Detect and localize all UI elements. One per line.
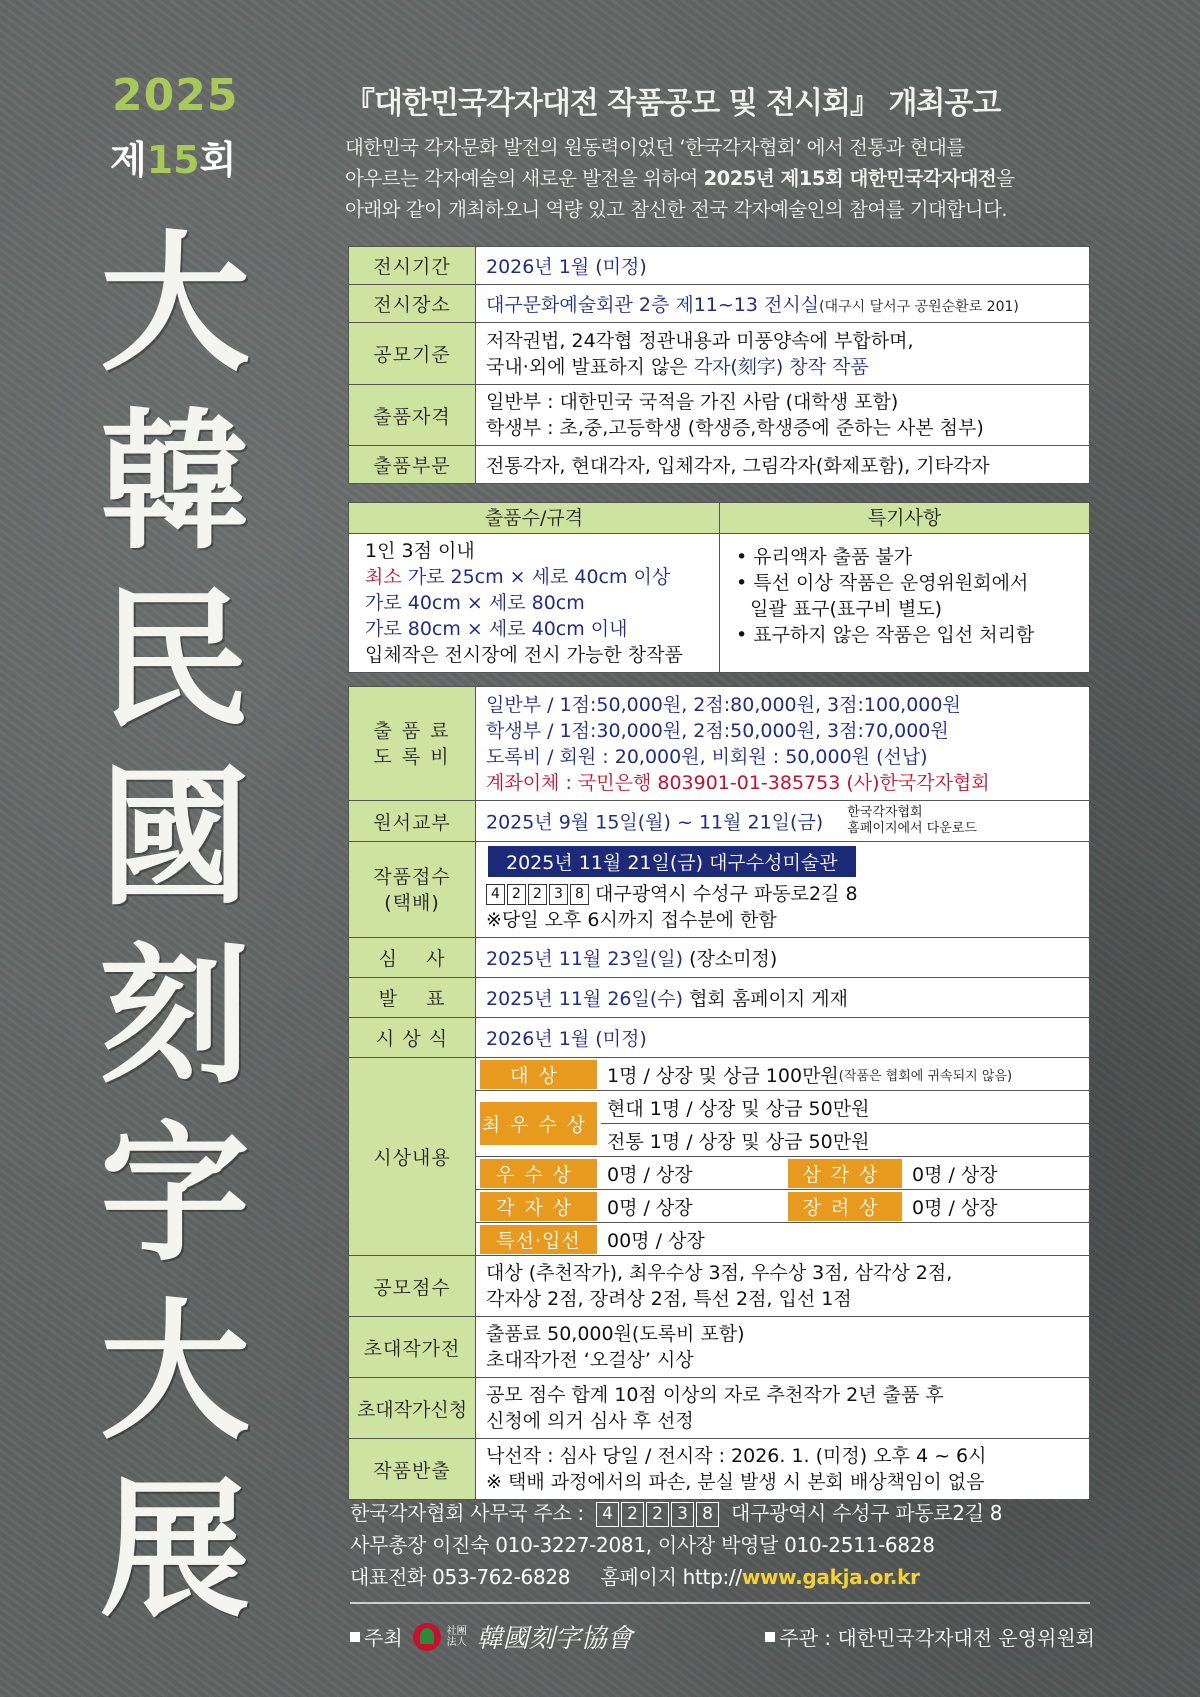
spec-size-list: 1인 3점 이내 최소 가로 25cm × 세로 40cm 이상 가로 40cm × 세로 80cm 가로 80cm × 세로 40cm 이내 입체작은 전시장에 전시 가능한 창작품 bbox=[349, 534, 720, 673]
award-top-modern: 현대 1명 / 상장 및 상금 50만원 bbox=[601, 1091, 1089, 1124]
awards bbox=[476, 1058, 1090, 1256]
square-bullet-icon bbox=[765, 1632, 775, 1642]
homepage-link[interactable]: www.gakja.or.kr bbox=[741, 1565, 920, 1589]
fees: 일반부 / 1점:50,000원, 2점:80,000원, 3점:100,000원 학생부 / 1점:30,000원, 2점:50,000원, 3점:70,000원 도록비 / 회원 : 20,000원, 비회원 : 50,000원 (선납) 계좌이체 : 국민은행 803901-01-385753 (사)한국각자협회 bbox=[476, 687, 1090, 801]
venue-label: 전시장소 bbox=[349, 285, 476, 323]
award-tag-top: 최우수상 bbox=[476, 1091, 601, 1157]
spec-header-left: 출품수/규격 bbox=[349, 503, 720, 534]
points: 대상 (추천작가), 최우수상 3점, 우수상 3점, 삼각상 2점, 각자상 2점, 장려상 2점, 특선 2점, 입선 1점 bbox=[476, 1256, 1090, 1317]
office-address: 한국각자협회 사무국 주소 : 4 2 2 3 8 대구광역시 수성구 파동로2길 8 bbox=[350, 1501, 1003, 1525]
title-char: 展 bbox=[99, 1462, 250, 1638]
award-tag-excellent: 우수상 bbox=[476, 1157, 601, 1190]
postal-code-boxes: 4 2 2 3 8 bbox=[596, 1502, 719, 1527]
return-label: 작품반출 bbox=[349, 1439, 476, 1500]
host-label: 주최 bbox=[364, 1626, 403, 1650]
points-label: 공모점수 bbox=[349, 1256, 476, 1317]
event-edition bbox=[70, 70, 320, 184]
apply-label: 초대작가신청 bbox=[349, 1378, 476, 1439]
exhibit-period-label: 전시기간 bbox=[349, 247, 476, 285]
exhibition-info-table bbox=[348, 246, 1090, 484]
fee-label: 출 품 료 도 록 비 bbox=[349, 687, 476, 801]
phone-and-homepage: 대표전화 053-762-6828 홈페이지 http://www.gakja.or.kr bbox=[350, 1565, 920, 1589]
award-encourage: 0명 / 상장 bbox=[906, 1190, 1089, 1223]
contacts: 사무총장 이진숙 010-3227-2081, 이사장 박영달 010-2511-6828 bbox=[350, 1533, 935, 1557]
title-char: 刻 bbox=[99, 928, 250, 1104]
contact-info bbox=[350, 1497, 1100, 1593]
announcement-title: 『대한민국각자대전 작품공모 및 전시회』 개최공고 bbox=[345, 86, 1001, 121]
eligibility-label: 출품자격 bbox=[349, 385, 476, 446]
title-char: 民 bbox=[99, 572, 250, 748]
organizer: 주관 : 대한민국각자대전 운영위원회 bbox=[779, 1626, 1095, 1650]
spec-header-right: 특기사항 bbox=[720, 503, 1090, 534]
postal-code-boxes: 4 2 2 3 8 bbox=[486, 884, 589, 905]
criteria: 저작권법, 24각협 정관내용과 미풍양속에 부합하며, 국내·외에 발표하지 않은 각자(刻字) 창작 작품 bbox=[476, 323, 1090, 385]
receipt-label: 작품접수 (택배) bbox=[349, 842, 476, 938]
receipt-date-bar: 2025년 11월 21일(금) 대구수성미술관 bbox=[488, 846, 856, 877]
receipt: 2025년 11월 21일(금) 대구수성미술관 4 2 2 3 8 대구광역시 수성구 파동로2길 8 ※당일 오후 6시까지 접수분에 한함 bbox=[476, 842, 1090, 938]
exhibit-period: 2026년 1월 (미정) bbox=[476, 247, 1090, 285]
host-name: 韓國刻字協會 bbox=[476, 1624, 633, 1654]
announcement-header bbox=[345, 78, 1087, 225]
ceremony-label: 시 상 식 bbox=[349, 1018, 476, 1058]
apply: 공모 점수 합계 10점 이상의 자로 추천작가 2년 출품 후 신청에 의거 심사 후 선정 bbox=[476, 1378, 1090, 1439]
judge-date: 2025년 11월 23일(일) (장소미정) bbox=[476, 938, 1090, 978]
ceremony-date: 2026년 1월 (미정) bbox=[476, 1018, 1090, 1058]
award-excellent: 0명 / 상장 bbox=[601, 1157, 784, 1190]
event-year: 2025 bbox=[112, 70, 239, 121]
event-edition-number: 제15회 bbox=[110, 138, 237, 182]
title-char: 大 bbox=[99, 216, 250, 392]
square-bullet-icon bbox=[350, 1632, 360, 1642]
form-period: 2025년 9월 15일(월) ~ 11월 21일(금) 한국각자협회 홈페이지에서 다운로드 bbox=[476, 801, 1090, 842]
award-tag-encourage: 장려상 bbox=[784, 1190, 906, 1223]
sponsors bbox=[350, 1618, 1095, 1655]
schedule-table bbox=[348, 686, 1090, 1500]
title-char: 國 bbox=[99, 750, 250, 926]
association-logo-icon bbox=[413, 1623, 441, 1651]
host-small-text: 社團法人 bbox=[446, 1625, 467, 1648]
award-samgak: 0명 / 상장 bbox=[906, 1157, 1089, 1190]
awards-label: 시상내용 bbox=[349, 1058, 476, 1256]
award-tag-special: 특선·입선 bbox=[476, 1223, 601, 1255]
award-grand: 1명 / 상장 및 상금 100만원 (작품은 협회에 귀속되지 않음) bbox=[601, 1058, 1089, 1091]
calligraphy-title bbox=[70, 215, 280, 1639]
award-tag-gakja: 각자상 bbox=[476, 1190, 601, 1223]
category-label: 출품부문 bbox=[349, 446, 476, 484]
category: 전통각자, 현대각자, 입체각자, 그림각자(화제포함), 기타각자 bbox=[476, 446, 1090, 484]
return: 낙선작 : 심사 당일 / 전시작 : 2026. 1. (미정) 오후 4 ~ 6시 ※ 택배 과정에서의 파손, 분실 발생 시 본회 배상책임이 없음 bbox=[476, 1439, 1090, 1500]
eligibility: 일반부 : 대한민국 국적을 가진 사람 (대학생 포함) 학생부 : 초,중,고등학생 (학생증,학생증에 준하는 사본 첨부) bbox=[476, 385, 1090, 446]
criteria-label: 공모기준 bbox=[349, 323, 476, 385]
invited-label: 초대작가전 bbox=[349, 1317, 476, 1378]
form-label: 원서교부 bbox=[349, 801, 476, 842]
announce-label: 발 표 bbox=[349, 978, 476, 1018]
award-tag-samgak: 삼각상 bbox=[784, 1157, 906, 1190]
judge-label: 심 사 bbox=[349, 938, 476, 978]
announcement-intro: 대한민국 각자문화 발전의 원동력이었던 ‘한국각자협회’ 에서 전통과 현대를 아우르는 각자예술의 새로운 발전을 위하여 2025년 제15회 대한민국각자대전을 아래와 같이 개최하오니 역량 있고 참신한 전국 각자예술인의 참여를 기대합니다. bbox=[345, 136, 1015, 221]
venue: 대구문화예술회관 2층 제11~13 전시실(대구시 달서구 공원순환로 201) bbox=[476, 285, 1090, 323]
title-char: 韓 bbox=[99, 394, 250, 570]
award-top-traditional: 전통 1명 / 상장 및 상금 50만원 bbox=[601, 1124, 1089, 1157]
title-char: 字 bbox=[99, 1106, 250, 1282]
announce-date: 2025년 11월 26일(수) 협회 홈페이지 게재 bbox=[476, 978, 1090, 1018]
award-gakja: 0명 / 상장 bbox=[601, 1190, 784, 1223]
title-char: 大 bbox=[99, 1284, 250, 1460]
award-special: 00명 / 상장 bbox=[607, 1229, 705, 1252]
entry-spec-table bbox=[348, 502, 1090, 673]
award-tag-grand: 대상 bbox=[476, 1058, 601, 1091]
spec-notes: • 유리액자 출품 불가 • 특선 이상 작품은 운영위원회에서 일괄 표구(표구비 별도) • 표구하지 않은 작품은 입선 처리함 bbox=[720, 534, 1090, 673]
divider bbox=[350, 1602, 1090, 1604]
invited: 출품료 50,000원(도록비 포함) 초대작가전 ‘오걸상’ 시상 bbox=[476, 1317, 1090, 1378]
